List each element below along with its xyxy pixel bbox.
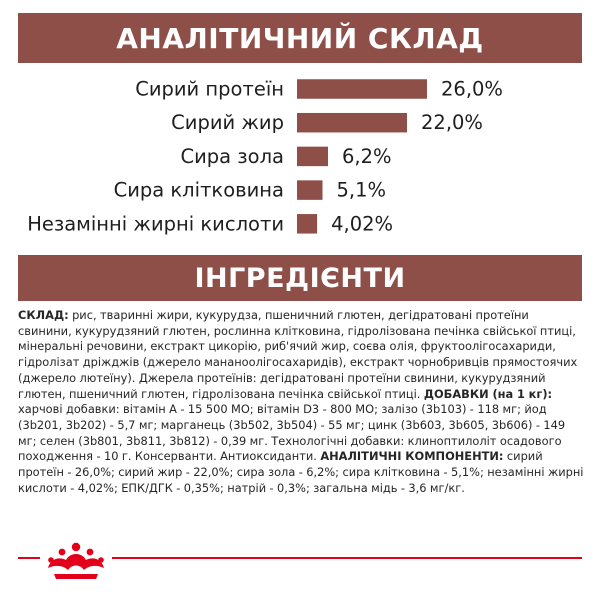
bar — [297, 214, 317, 234]
composition-text: рис, тваринні жири, кукурудза, пшеничний глютен, дегідратовані протеїни свинини, кукурудзяний глютен, рослинна клітковина, гідролізована печінка свійської птиці, мінеральні речовини, екстракт цикорію, риб'ячий жир, соєва олія, фруктоолігосахариди, гідролізат дріжджів (джерело мананоолігосахаридів), екстракт чорнобривців прямостоячих (джерело лютеїну). Джерела протеїнів: дегідратовані протеїни свинини, кукурудзяний глютен, пшеничний глютен, гідролізована печінка свійської птиці. — [18, 308, 578, 401]
bar — [297, 147, 328, 167]
analysis-title-banner — [18, 13, 582, 63]
analysis-title: АНАЛІТИЧНИЙ СКЛАД — [116, 21, 484, 55]
category-label: Сирий протеїн — [135, 77, 284, 101]
composition-label: СКЛАД: — [18, 308, 69, 322]
category-label: Сирий жир — [171, 111, 284, 135]
bar — [297, 180, 323, 200]
additives-text: харчові добавки: вітамін А - 15 500 МО; вітамін D3 - 800 МО; залізо (3b103) - 118 мг; йод (3b201, 3b202) - 5,7 мг; марганець (3b502, 3b504) - 55 мг; цинк (3b603, 3b605, 3b606) - 149 мг; селен (3b801, 3b811, 3b812) - 0,39 мг. Технологічні добавки: клиноптилоліт осадового походження - 10 г. Консерванти. Антиоксиданти. — [18, 402, 566, 464]
ingredients-paragraph — [18, 308, 584, 496]
royal-canin-crown-icon — [40, 530, 112, 584]
footer-rule-right — [112, 557, 582, 559]
value-label: 26,0% — [441, 77, 503, 101]
bar — [297, 79, 427, 99]
value-label: 6,2% — [342, 144, 392, 168]
additives-label: ДОБАВКИ (на 1 кг): — [423, 386, 553, 401]
bar — [297, 113, 407, 133]
analysis-bar-chart — [0, 64, 600, 250]
value-label: 22,0% — [421, 111, 483, 135]
value-label: 4,02% — [331, 212, 394, 236]
components-text: сирий протеїн - 26,0%; сирий жир - 22,0%; сира зола - 6,2%; сира клітковина - 5,1%; незамінні жирні кислоти - 4,02%; ЕПК/ДГК - 0,35%; натрій - 0,3%; загальна мідь - 3,6 мг/кг. — [18, 449, 584, 495]
components-label: АНАЛІТИЧНІ КОМПОНЕНТИ: — [320, 449, 504, 464]
category-label: Сира зола — [180, 144, 284, 168]
value-label: 5,1% — [336, 178, 387, 202]
category-label: Незамінні жирні кислоти — [27, 212, 284, 236]
ingredients-title-banner — [18, 255, 582, 301]
category-label: Сира клітковина — [113, 178, 284, 202]
footer-rule-left — [18, 557, 40, 559]
ingredients-title: ІНГРЕДІЄНТИ — [194, 262, 406, 294]
